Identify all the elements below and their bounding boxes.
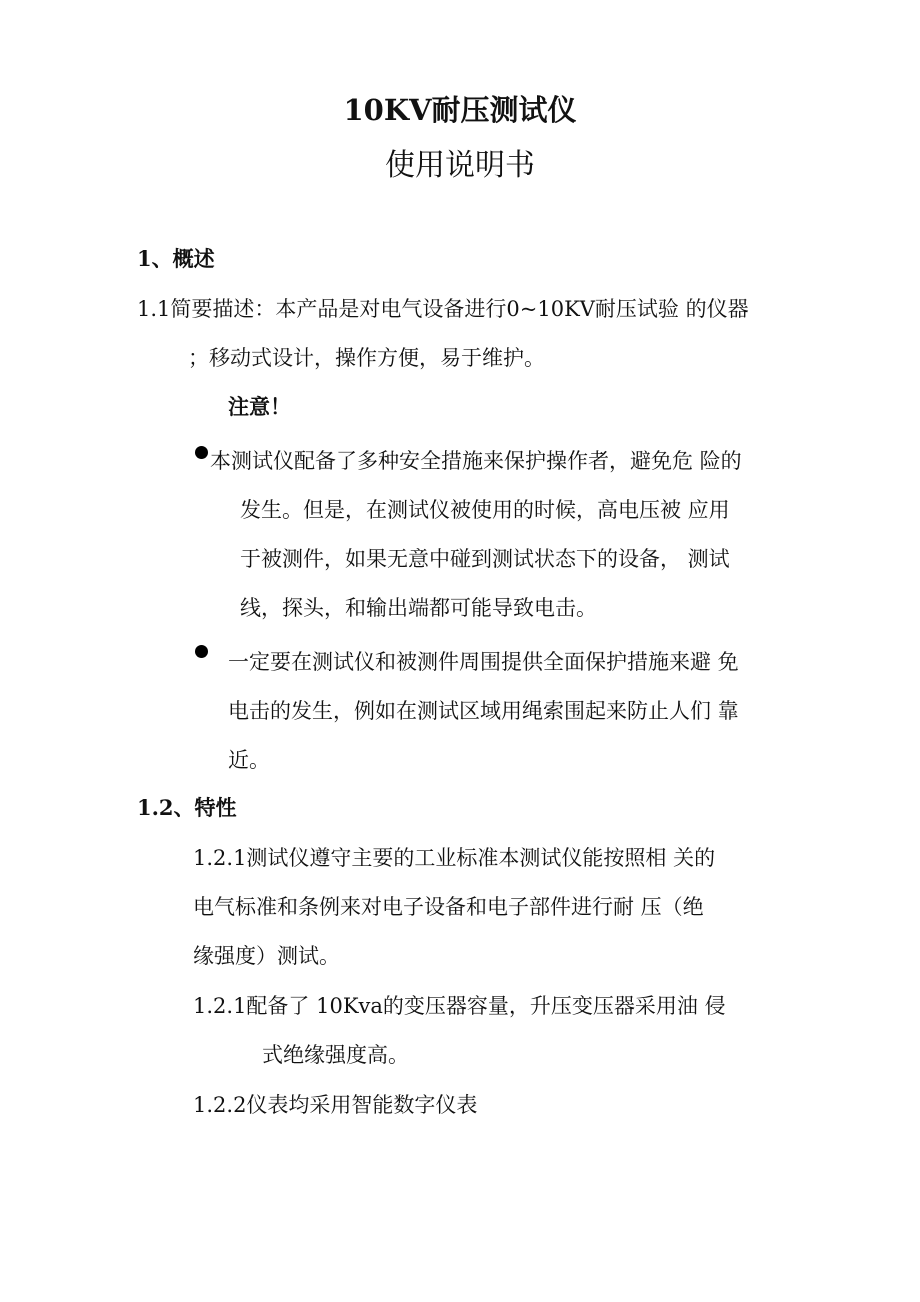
bullet-1-line-4: 线，探头，和输出端都可能导致电击。 [240,596,597,620]
description-line-2: ；移动式设计，操作方便，易于维护。 [188,346,545,370]
bullet-2-line-2: 电击的发生，例如在测试区域用绳索围起来防止人们 靠 [228,699,739,723]
feature-2-line-1: 1.2.1配备了 10Kva的变压器容量，升压变压器采用油 侵 [193,994,726,1018]
feature-1-line-2: 电气标准和条例来对电子设备和电子部件进行耐 压（绝 [193,895,704,919]
bullet-icon [195,446,208,459]
bullet-1-line-3: 于被测件，如果无意中碰到测试状态下的设备， 测试 [240,547,730,571]
bullet-1-line-2: 发生。但是，在测试仪被使用的时候，高电压被 应用 [240,498,730,522]
feature-3-line: 1.2.2仪表均采用智能数字仪表 [193,1093,478,1117]
description-line-1: 1.1简要描述：本产品是对电气设备进行0~10KV耐压试验 的仪器 [137,297,749,321]
bullet-2-line-3: 近。 [228,748,270,772]
bullet-icon [195,645,208,658]
notice-label: 注意！ [228,394,291,419]
document-title: 10KV耐压测试仪 [343,93,577,127]
section-heading-features: 1.2、特性 [137,795,237,820]
feature-1-line-1: 1.2.1测试仪遵守主要的工业标准本测试仪能按照相 关的 [193,846,716,870]
bullet-2-line-1: 一定要在测试仪和被测件周围提供全面保护措施来避 免 [228,650,739,674]
feature-2-line-2: 式绝缘强度高。 [262,1043,409,1067]
feature-1-line-3: 缘强度）测试。 [193,944,340,968]
section-heading-overview: 1、概述 [137,246,215,271]
bullet-1-line-1: 本测试仪配备了多种安全措施来保护操作者，避免危 险的 [210,449,742,473]
document-subtitle: 使用说明书 [385,148,535,183]
